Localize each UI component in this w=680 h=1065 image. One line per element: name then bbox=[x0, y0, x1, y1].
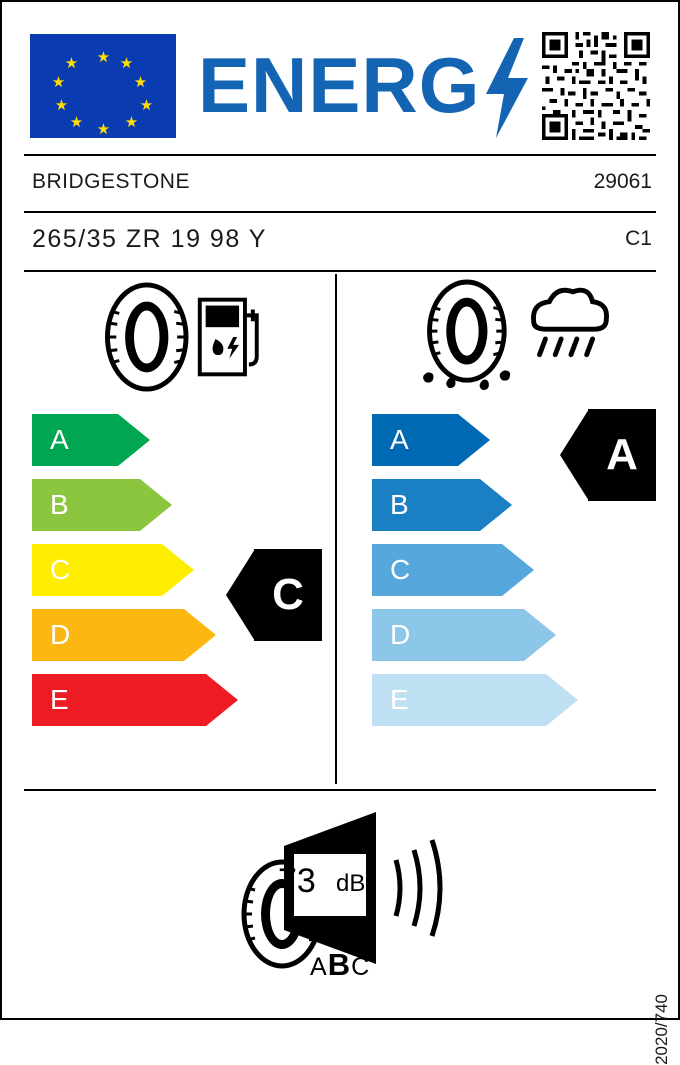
label-header bbox=[2, 2, 678, 152]
fuel-scale-letter: A bbox=[50, 424, 69, 455]
fuel-scale-letter: E bbox=[50, 684, 69, 715]
noise-class-c: C bbox=[351, 953, 371, 981]
wet-grip-pictogram bbox=[414, 282, 614, 392]
fuel-scale-letter: B bbox=[50, 489, 69, 520]
tyre-class: C1 bbox=[625, 227, 652, 250]
tyre-splash-icon bbox=[423, 282, 510, 390]
noise-class-a: A bbox=[310, 953, 328, 981]
divider-4 bbox=[24, 789, 656, 791]
wet-scale-letter: B bbox=[390, 489, 409, 520]
noise-class-b: B bbox=[327, 947, 352, 982]
eu-flag-icon: ★ ★ ★ ★ ★ ★ ★ ★ ★ ★ bbox=[30, 34, 176, 138]
noise-class-scale bbox=[310, 947, 370, 983]
wet-scale-letter: C bbox=[390, 554, 411, 585]
divider-3 bbox=[24, 270, 656, 272]
wet-grip-rating-value: A bbox=[606, 430, 638, 479]
noise-value: 73 bbox=[278, 862, 316, 900]
fuel-pictogram bbox=[98, 282, 278, 392]
size-row bbox=[24, 214, 656, 269]
fuel-efficiency-section bbox=[24, 274, 332, 786]
product-code: 29061 bbox=[593, 170, 652, 193]
energy-bolt-icon bbox=[484, 38, 530, 138]
brand-row bbox=[24, 157, 656, 212]
wet-scale-letter: D bbox=[390, 619, 411, 650]
noise-unit: dB bbox=[336, 870, 366, 897]
page-title: ENERG bbox=[198, 41, 481, 129]
regulation-date: 2020/740 bbox=[652, 994, 671, 1065]
wet-scale-letter: A bbox=[390, 424, 409, 455]
fuel-scale-letter: C bbox=[50, 554, 71, 585]
fuel-scale-letter: D bbox=[50, 619, 71, 650]
fuel-rating-badge bbox=[226, 549, 322, 641]
divider-vertical bbox=[335, 274, 337, 784]
sound-waves-icon bbox=[396, 840, 440, 936]
qr-code-icon bbox=[542, 32, 650, 140]
fuel-pump-icon bbox=[200, 300, 257, 375]
tyre-icon bbox=[107, 285, 186, 389]
fuel-rating-value: C bbox=[272, 570, 304, 619]
wet-grip-rating-badge bbox=[560, 409, 656, 501]
tyre-size: 265/35 ZR 19 98 Y bbox=[32, 225, 267, 253]
brand-name: BRIDGESTONE bbox=[32, 170, 190, 193]
divider-1 bbox=[24, 154, 656, 156]
wet-scale-letter: E bbox=[390, 684, 409, 715]
rain-cloud-icon bbox=[533, 290, 606, 354]
wet-grip-section bbox=[338, 274, 656, 786]
